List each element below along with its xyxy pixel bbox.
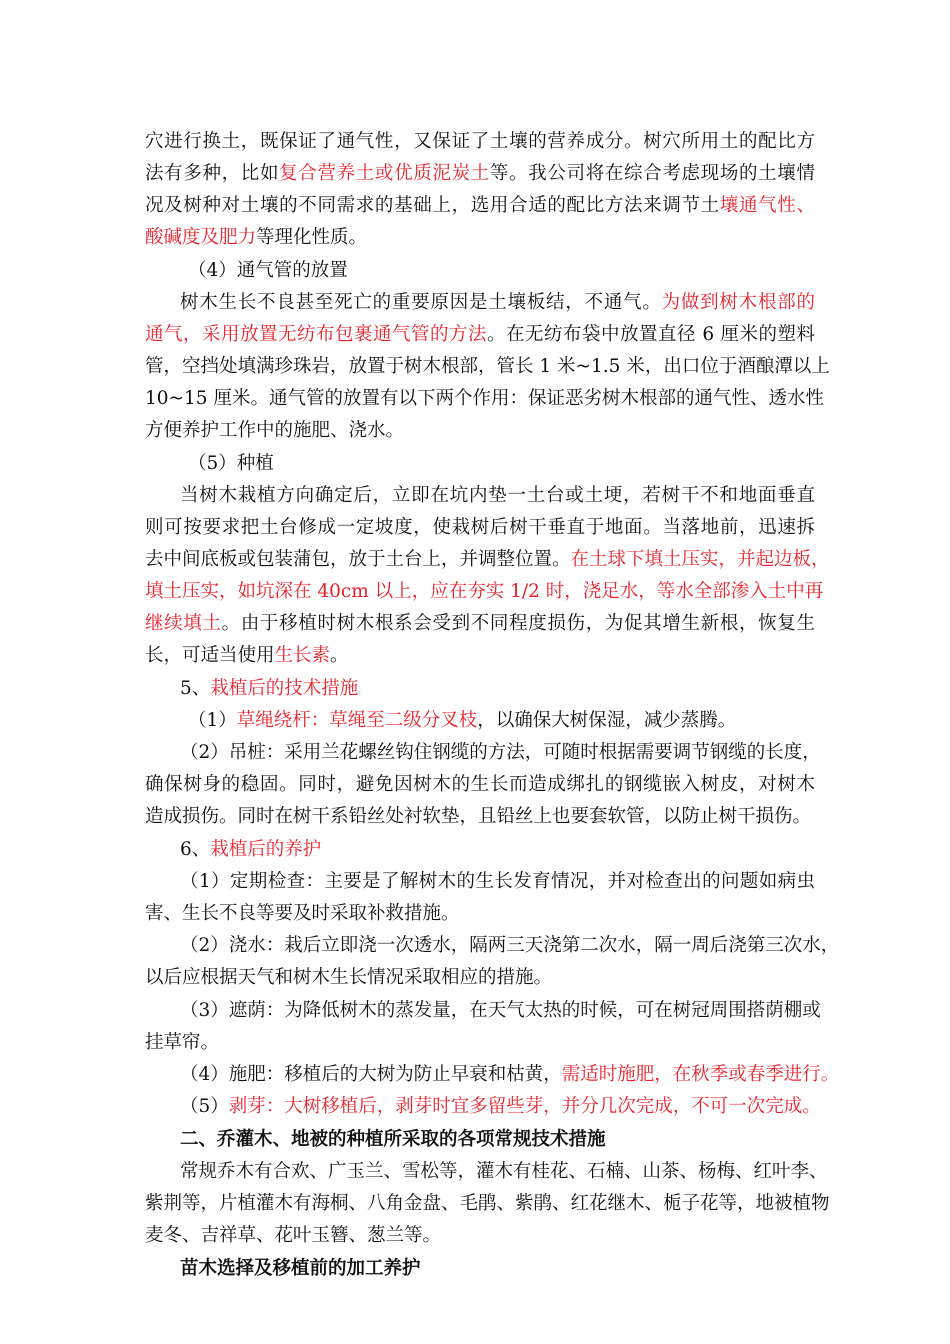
list-item bbox=[188, 707, 815, 735]
text-span: 管，空挡处填满珍珠岩，放置于树木根部，管长 1 米~1.5 米，出口位于酒酿潭以上 bbox=[145, 356, 830, 377]
text-span: 苗木选择及移植前的加工养护 bbox=[180, 1258, 421, 1279]
text-span: 等理化性质。 bbox=[256, 227, 368, 248]
paragraph-line bbox=[145, 514, 815, 542]
paragraph-line bbox=[145, 192, 815, 220]
text-span: 挂草帘。 bbox=[145, 1032, 220, 1053]
text-span: （1）定期检查：主要是了解树木的生长发育情况，并对检查出的问题如病虫 bbox=[180, 871, 815, 892]
highlighted-text: 通气，采用放置无纺布包裹通气管的方法 bbox=[145, 324, 487, 345]
text-span: 以后应根据天气和树木生长情况采取相应的措施。 bbox=[145, 967, 553, 988]
list-item bbox=[180, 868, 815, 896]
list-item bbox=[180, 1093, 821, 1121]
text-span: 法有多种，比如 bbox=[145, 163, 280, 184]
highlighted-text: 栽植后的技术措施 bbox=[210, 678, 359, 699]
text-span: （1） bbox=[188, 710, 237, 731]
text-span: 树木生长不良甚至死亡的重要原因是土壤板结，不通气。 bbox=[180, 292, 662, 313]
paragraph-line bbox=[180, 482, 815, 510]
highlighted-text: 在土球下填土压实，并起边板， bbox=[570, 549, 830, 570]
highlighted-text: 复合营养土或优质泥炭土 bbox=[279, 163, 490, 184]
text-span: 紫荆等，片植灌木有海桐、八角金盘、毛鹃、紫鹃、红花继木、栀子花等，地被植物 bbox=[145, 1193, 830, 1214]
section-heading bbox=[188, 257, 815, 285]
text-span: 当树木栽植方向确定后，立即在坑内垫一土台或土埂，若树干不和地面垂直 bbox=[180, 485, 815, 506]
highlighted-text: 需适时施肥，在秋季或春季进行。 bbox=[561, 1064, 840, 1085]
text-span: 6、 bbox=[180, 839, 211, 860]
section-heading bbox=[188, 450, 815, 478]
section-heading bbox=[180, 836, 815, 864]
section-heading bbox=[180, 1126, 815, 1154]
text-span: 。由于移植时树木根系会受到不同程度损伤，为促其增生新根，恢复生 bbox=[221, 613, 815, 634]
text-span: 穴进行换土，既保证了通气性，又保证了土壤的营养成分。树穴所用土的配比方 bbox=[145, 131, 815, 152]
paragraph-line bbox=[145, 160, 815, 188]
highlighted-text: 生长素 bbox=[274, 645, 331, 666]
highlighted-text: 酸碱度及肥力 bbox=[145, 227, 257, 248]
highlighted-text: 草绳绕杆：草绳至二级分叉枝 bbox=[236, 710, 478, 731]
text-span: 造成损伤。同时在树干系铅丝处衬软垫，且铅丝上也要套软管，以防止树干损伤。 bbox=[145, 806, 812, 827]
paragraph-line bbox=[145, 385, 824, 413]
highlighted-text: 继续填土 bbox=[145, 613, 222, 634]
text-span: 。 bbox=[330, 645, 349, 666]
paragraph-line bbox=[145, 1029, 815, 1057]
highlighted-text: 剥芽：大树移植后，剥芽时宜多留些芽，并分几次完成，不可一次完成。 bbox=[228, 1096, 821, 1117]
paragraph-line bbox=[145, 224, 815, 252]
text-span: （5）种植 bbox=[188, 453, 274, 474]
paragraph-line bbox=[145, 1190, 830, 1218]
text-span: 确保树身的稳固。同时，避免因树木的生长而造成绑扎的钢缆嵌入树皮，对树木 bbox=[145, 774, 815, 795]
text-span: 长，可适当使用 bbox=[145, 645, 275, 666]
list-item bbox=[180, 1061, 840, 1089]
paragraph-line bbox=[145, 321, 815, 349]
text-span: 常规乔木有合欢、广玉兰、雪松等，灌木有桂花、石楠、山茶、杨梅、红叶李、 bbox=[180, 1161, 828, 1182]
text-span: ，以确保大树保湿，减少蒸腾。 bbox=[477, 710, 737, 731]
text-span: （2）吊桩：采用兰花螺丝钩住钢缆的方法，可随时根据需要调节钢缆的长度， bbox=[180, 742, 821, 763]
paragraph-line bbox=[180, 289, 815, 317]
section-heading bbox=[180, 675, 815, 703]
section-heading bbox=[180, 1255, 815, 1283]
paragraph-line bbox=[145, 964, 815, 992]
paragraph-line bbox=[145, 610, 815, 638]
paragraph-line bbox=[145, 900, 815, 928]
highlighted-text: 栽植后的养护 bbox=[210, 839, 322, 860]
highlighted-text: 壤通气性、 bbox=[719, 195, 815, 216]
text-span: 二、乔灌木、地被的种植所采取的各项常规技术措施 bbox=[180, 1129, 606, 1150]
paragraph-line bbox=[145, 578, 824, 606]
text-span: （5） bbox=[180, 1096, 229, 1117]
text-span: 5、 bbox=[180, 678, 211, 699]
highlighted-text: 为做到树木根部的 bbox=[661, 292, 815, 313]
text-span: （4）施肥：移植后的大树为防止早衰和枯黄， bbox=[180, 1064, 562, 1085]
text-span: 10~15 厘米。通气管的放置有以下两个作用：保证恶劣树木根部的通气性、透水性 bbox=[145, 388, 824, 409]
paragraph-line bbox=[145, 803, 815, 831]
text-span: （2）浇水：栽后立即浇一次透水，隔两三天浇第二次水，隔一周后浇第三次水， bbox=[180, 935, 840, 956]
paragraph-line bbox=[145, 642, 815, 670]
list-item bbox=[180, 997, 821, 1025]
text-span: 方便养护工作中的施肥、浇水。 bbox=[145, 420, 405, 441]
text-span: （4）通气管的放置 bbox=[188, 260, 348, 281]
text-span: 害、生长不良等要及时采取补救措施。 bbox=[145, 903, 460, 924]
paragraph-line bbox=[145, 771, 815, 799]
list-item bbox=[180, 932, 840, 960]
paragraph-line bbox=[145, 128, 815, 156]
text-span: 等。我公司将在综合考虑现场的土壤情 bbox=[489, 163, 815, 184]
paragraph-line bbox=[145, 546, 830, 574]
text-span: （3）遮荫：为降低树木的蒸发量，在天气太热的时候，可在树冠周围搭荫棚或 bbox=[180, 1000, 821, 1021]
paragraph-line bbox=[145, 1222, 815, 1250]
text-span: 去中间底板或包装蒲包，放于土台上，并调整位置。 bbox=[145, 549, 571, 570]
highlighted-text: 填土压实，如坑深在 40cm 以上，应在夯实 1/2 时，浇足水，等水全部渗入土中再 bbox=[145, 581, 824, 602]
text-span: 则可按要求把土台修成一定坡度，使栽树后树干垂直于地面。当落地前，迅速拆 bbox=[145, 517, 815, 538]
text-span: 。在无纺布袋中放置直径 6 厘米的塑料 bbox=[486, 324, 815, 345]
list-item bbox=[180, 739, 821, 767]
text-span: 麦冬、吉祥草、花叶玉簪、葱兰等。 bbox=[145, 1225, 442, 1246]
paragraph-line bbox=[145, 417, 815, 445]
paragraph-line bbox=[145, 353, 830, 381]
text-span: 况及树种对土壤的不同需求的基础上，选用合适的配比方法来调节土 bbox=[145, 195, 720, 216]
paragraph-line bbox=[180, 1158, 828, 1186]
